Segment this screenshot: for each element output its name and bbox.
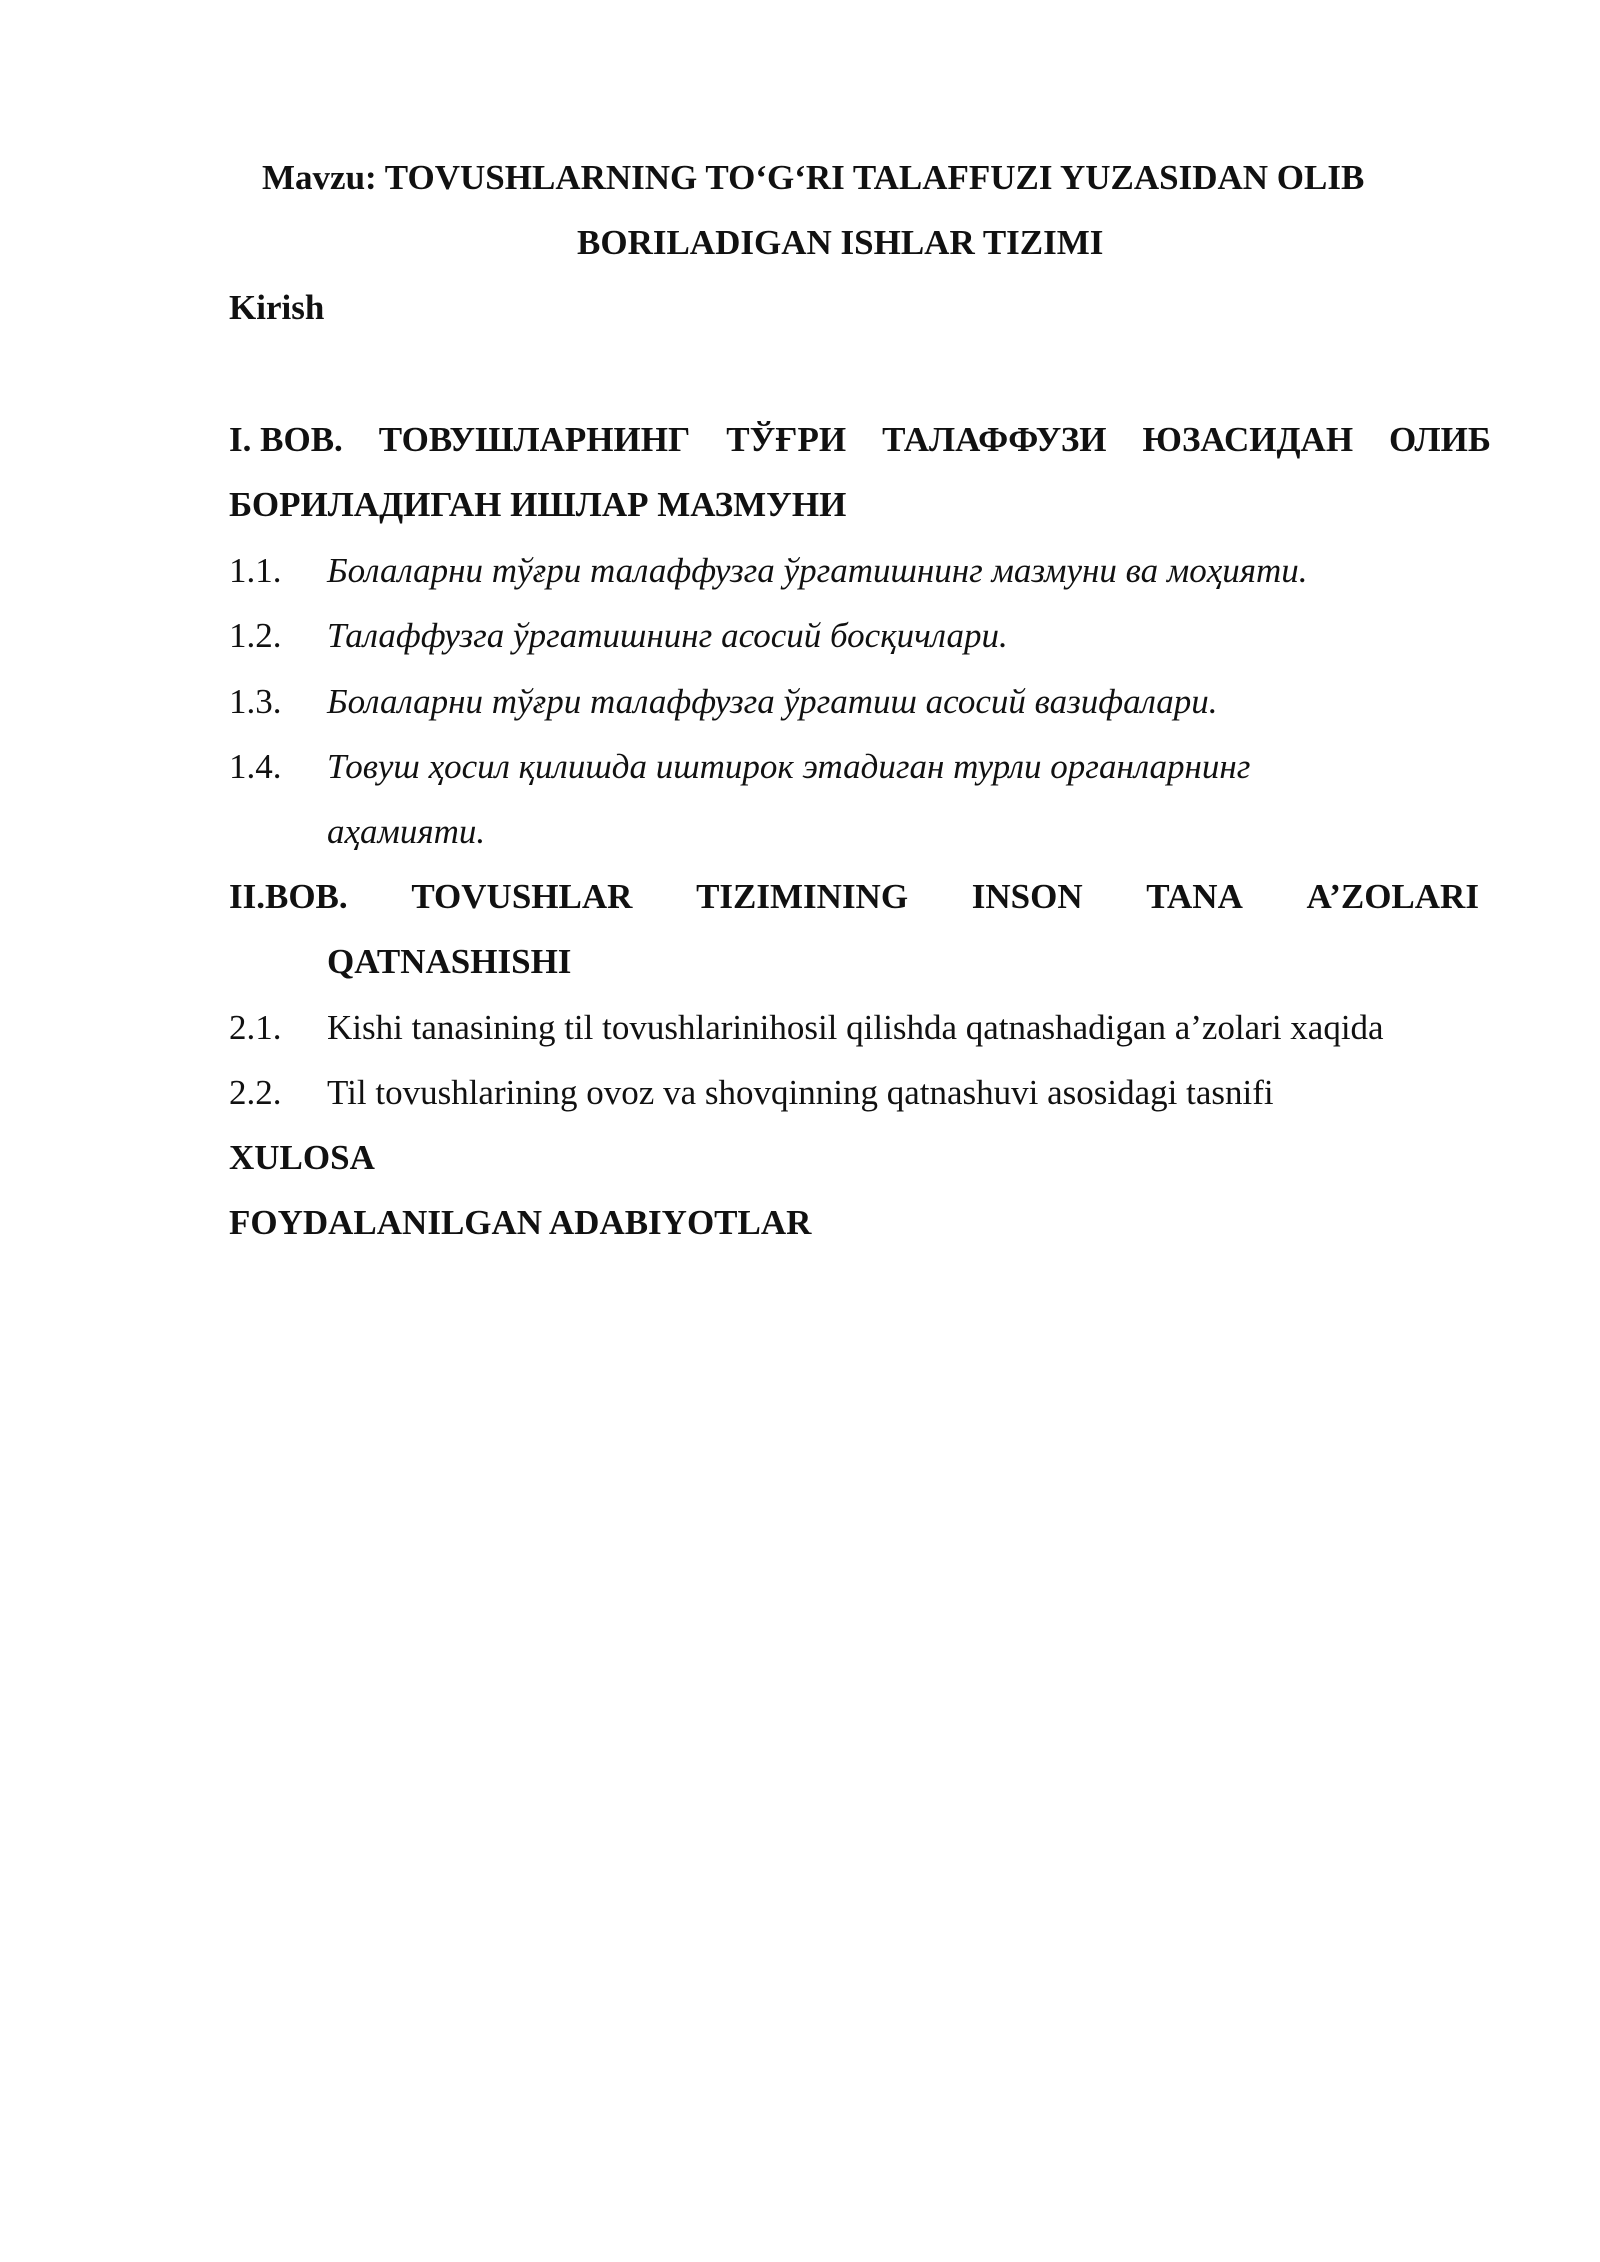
chapter1-word: ЮЗАСИДАН [1142,420,1354,459]
toc-item-number: 1.4. [229,747,282,786]
title-line-2: BORILADIGAN ISHLAR TIZIMI [577,223,1104,262]
chapter2-word: TANA [1146,877,1243,916]
toc-item-text: Kishi tanasining til tovushlarinihosil qilishda qatnashadigan a’zolari xaqida [327,1008,1384,1047]
toc-item-number: 2.2. [229,1073,282,1112]
chapter2-heading-line1 [229,875,1479,919]
chapter1-word: ТОВУШЛАРНИНГ [378,420,691,459]
toc-item-text-continuation: аҳамияти. [327,812,486,851]
chapter2-word: INSON [971,877,1083,916]
chapter1-word: I. BOB. [229,420,343,459]
chapter2-heading-line2: QATNASHISHI [327,942,572,981]
toc-item-text: Til tovushlarining ovoz va shovqinning qatnashuvi asosidagi tasnifi [327,1073,1274,1112]
chapter2-word: II.BOB. [229,877,348,916]
title-line-1: Mavzu: TOVUSHLARNING TO‘G‘RI TALAFFUZI YUZASIDAN OLIB [262,158,1365,197]
chapter2-word: TOVUSHLAR [411,877,633,916]
chapter1-word: ОЛИБ [1389,420,1491,459]
chapter1-heading-line2: БОРИЛАДИГАН ИШЛАР МАЗМУНИ [229,485,847,524]
toc-item-number: 2.1. [229,1008,282,1047]
chapter2-word: A’ZOLARI [1306,877,1479,916]
references-heading: FOYDALANILGAN ADABIYOTLAR [229,1203,812,1242]
chapter1-heading-line1 [229,418,1491,462]
conclusion-heading: XULOSA [229,1138,375,1177]
toc-item-number: 1.1. [229,551,282,590]
intro-heading: Kirish [229,288,325,327]
toc-item-text: Товуш ҳосил қилишда иштирок этадиган турли органларнинг [327,747,1251,786]
toc-item-number: 1.3. [229,682,282,721]
chapter1-word: ТАЛАФФУЗИ [882,420,1107,459]
toc-item-text: Болаларни тўғри талаффузга ўргатиш асосий вазифалари. [327,682,1218,721]
toc-item-text: Талаффузга ўргатишнинг асосий босқичлари. [327,616,1008,655]
chapter2-word: TIZIMINING [696,877,909,916]
toc-item-text: Болаларни тўғри талаффузга ўргатишнинг мазмуни ва моҳияти. [327,551,1308,590]
toc-item-number: 1.2. [229,616,282,655]
chapter1-word: ТЎҒРИ [726,420,847,459]
